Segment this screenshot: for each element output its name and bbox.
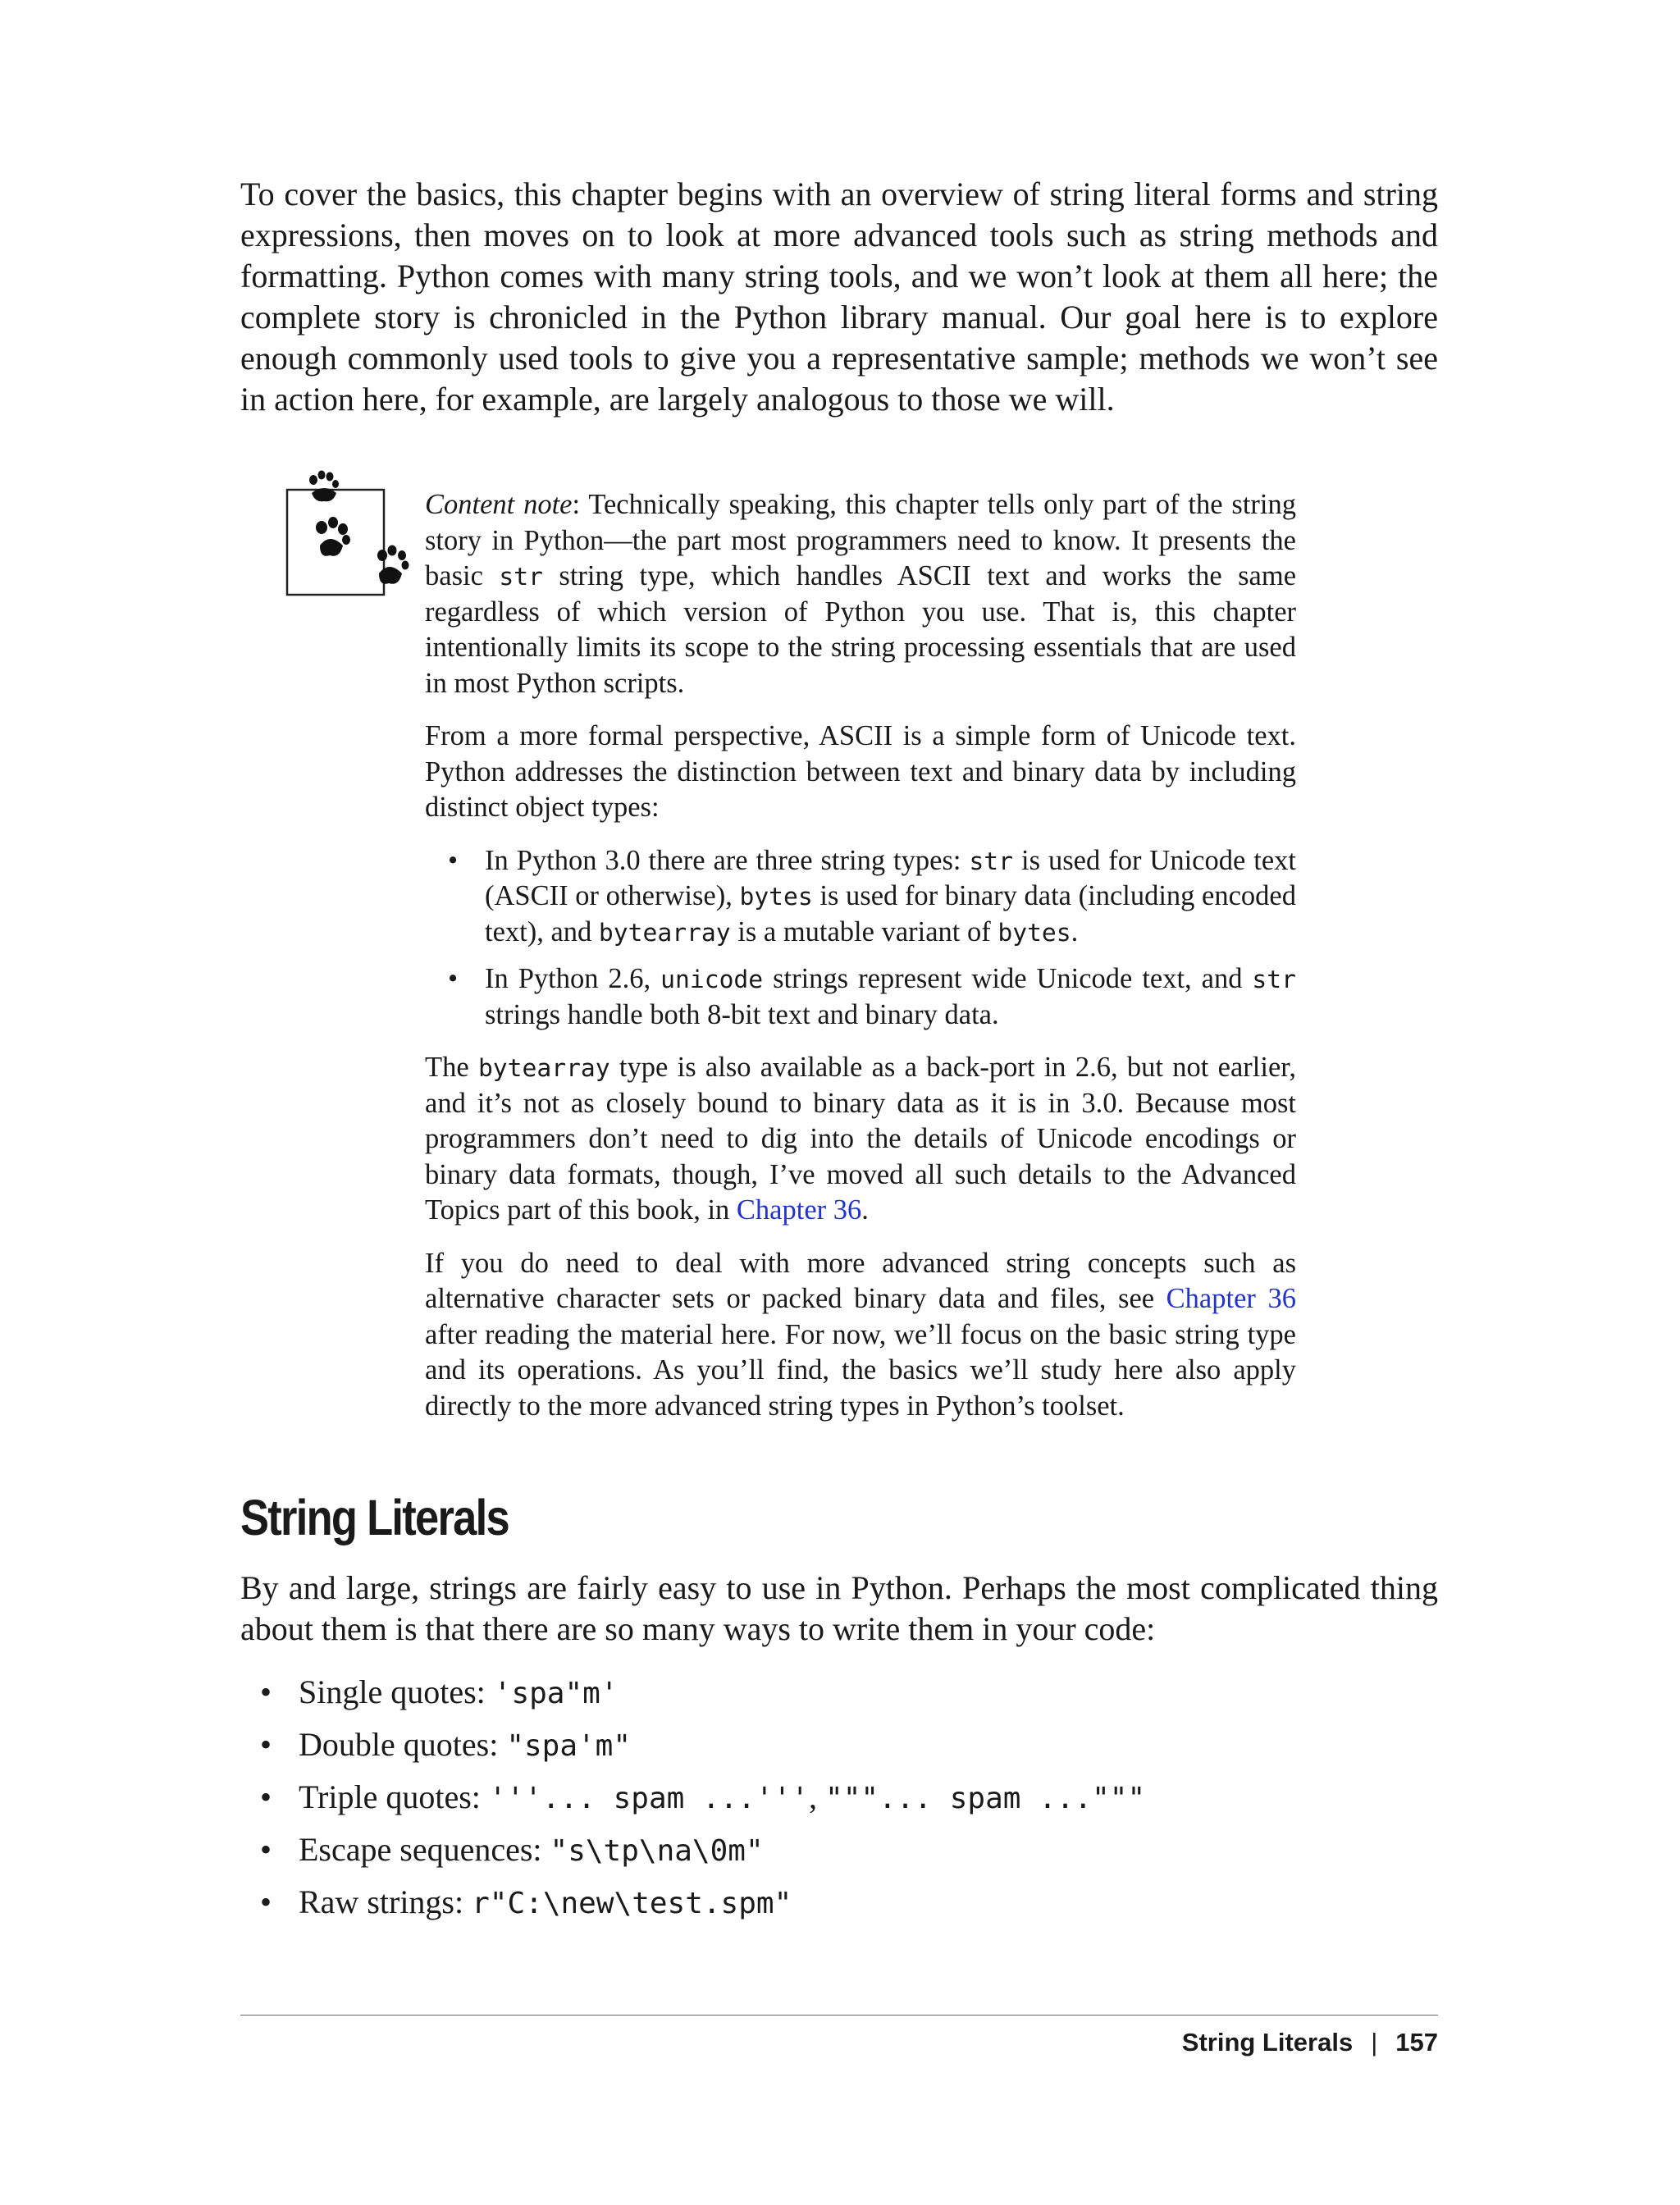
note-paragraph-1: Content note: Technically speaking, this chapter tells only part of the string story in Python—the part most programmers need to know. It presents the basic str string type, which handles ASCII text and works the same regardless of which version of Python you use. That is, this chapter intentionally limits its scope to the string processing essentials that are used in most Python scripts. <box>425 489 1297 699</box>
note-bullet-list <box>425 843 1296 1034</box>
inline-code: bytearray <box>598 917 731 947</box>
footer-rule <box>240 2015 1438 2016</box>
section-heading: String Literals <box>240 1490 509 1545</box>
code-example: 'spa"m' <box>493 1677 619 1710</box>
inline-code: bytearray <box>477 1053 610 1082</box>
inline-code: bytes <box>998 917 1071 947</box>
code-example: r"C:\new\test.spm" <box>472 1887 792 1920</box>
content-note <box>425 487 1296 1441</box>
paw-prints-icon <box>279 463 422 607</box>
list-item: • Single quotes: 'spa"m' <box>240 1672 1438 1714</box>
list-item: • Triple quotes: '''... spam ...''', """... spam ...""" <box>240 1777 1438 1819</box>
code-example: '''... spam ...''' <box>488 1782 810 1815</box>
literal-forms-list <box>240 1672 1438 1934</box>
page-footer <box>1182 2026 1438 2059</box>
chapter-36-link[interactable]: Chapter 36 <box>1166 1283 1296 1314</box>
code-example: "spa'm" <box>506 1729 632 1763</box>
section-paragraph: By and large, strings are fairly easy to use in Python. Perhaps the most complicated thing about them is that there are so many ways to write them in your code: <box>240 1569 1438 1647</box>
footer-section-title: String Literals <box>1181 2028 1354 2057</box>
footer-separator: | <box>1371 2028 1378 2057</box>
note-bullet-item: • In Python 3.0 there are three string types: str is used for Unicode text (ASCII or otherwise), bytes is used for binary data (including encoded text), and bytearray is a mutable variant of bytes. <box>425 843 1296 951</box>
inline-code: str <box>499 562 543 591</box>
note-paragraph-2: From a more formal perspective, ASCII is a simple form of Unicode text. Python addresses the distinction between text and binary data by including distinct object types: <box>425 720 1296 823</box>
inline-code: bytes <box>739 882 813 911</box>
list-item: • Raw strings: r"C:\new\test.spm" <box>240 1882 1438 1924</box>
note-label: Content note <box>425 489 573 520</box>
list-item: • Escape sequences: "s\tp\na\0m" <box>240 1829 1438 1872</box>
chapter-36-link[interactable]: Chapter 36 <box>736 1194 862 1226</box>
note-paragraph-4: If you do need to deal with more advanced string concepts such as alternative character sets or packed binary data and files, see Chapter 36 after reading the material here. For now, we’ll focus on the basic string type and its operations. As you’ll find, the basics we’ll study here also apply directly to the more advanced string types in Python’s toolset. <box>425 1247 1296 1422</box>
list-item: • Double quotes: "spa'm" <box>240 1724 1438 1767</box>
inline-code: str <box>1252 965 1296 993</box>
inline-code: unicode <box>660 965 764 993</box>
code-example: "s\tp\na\0m" <box>550 1834 764 1868</box>
note-paragraph-3: The bytearray type is also available as a back-port in 2.6, but not earlier, and it’s not as closely bound to binary data as it is in 3.0. Because most programmers don’t need to dig into the details of Unicode encodings or binary data formats, though, I’ve moved all such details to the Advanced Topics part of this book, in Chapter 36. <box>425 1052 1296 1226</box>
inline-code: str <box>969 846 1014 875</box>
intro-paragraph: To cover the basics, this chapter begins with an overview of string literal forms and string expressions, then moves on to look at more advanced tools such as string methods and formatting. Python comes with many string tools, and we won’t look at them all here; the complete story is chronicled in the Python library manual. Our goal here is to explore enough commonly used tools to give you a representative sample; methods we won’t see in action here, for example, are largely analogous to those we will. <box>240 176 1438 418</box>
note-bullet-item: • In Python 2.6, unicode strings represent wide Unicode text, and str strings handle both 8-bit text and binary data. <box>425 961 1296 1033</box>
code-example: """... spam ...""" <box>825 1782 1146 1815</box>
page-number: 157 <box>1395 2028 1438 2057</box>
